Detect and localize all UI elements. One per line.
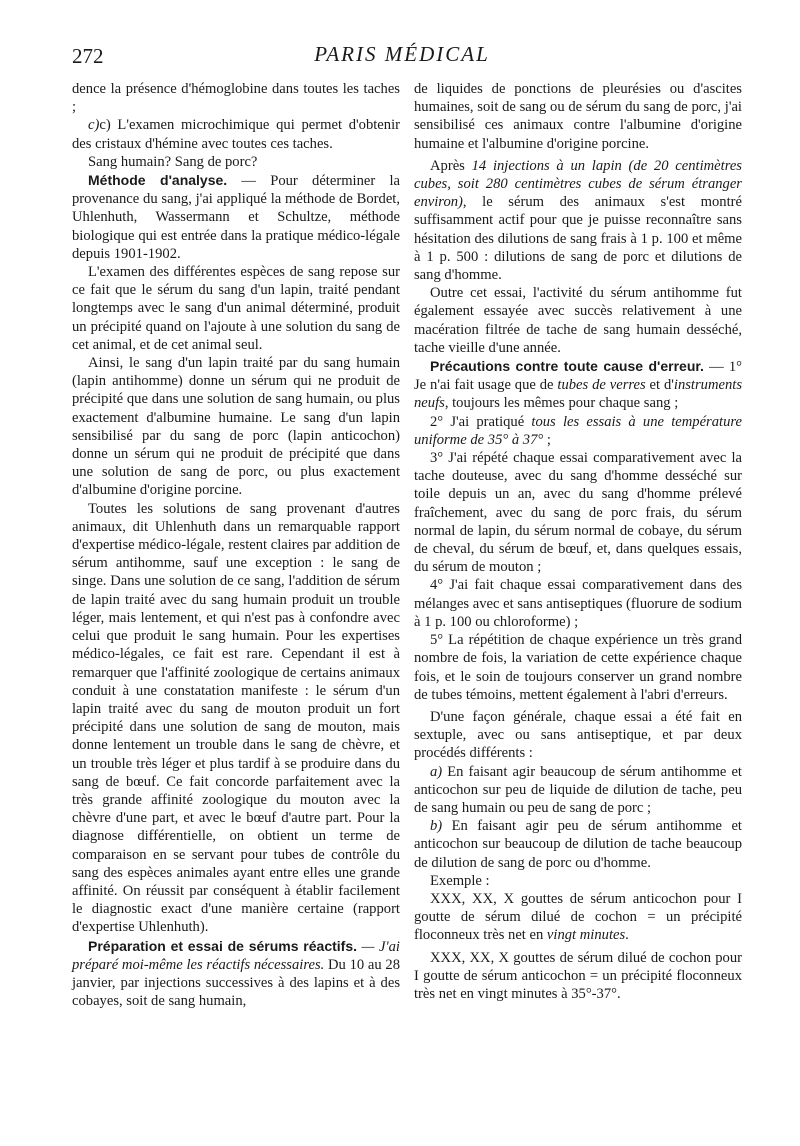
paragraph: Exemple :: [430, 872, 490, 889]
paragraph-text: ;: [543, 431, 551, 448]
section-heading: Méthode d'analyse.: [88, 172, 228, 189]
paragraph: 5° La répétition de chaque expérience un très grand nombre de fois, la variation de cette expérience chaque fois, et le soin de toujours conserver un grand nombre de tubes témoins, mettent également à l'abri d'erreurs.: [414, 632, 742, 703]
running-title: PARIS MÉDICAL: [314, 42, 490, 66]
list-label: b): [430, 818, 443, 835]
paragraph: Ainsi, le sang d'un lapin traité par du sang humain (lapin antihomme) donne un sérum qui ne produit de précipité que dans une solution de sang humain, ou plus exactement d'albumine humaine. Le sang d'un lapin sensibilisé par du sang de porc (lapin anticochon) donne un sérum qui ne produit de précipité que dans une solution de sang de porc, ou plus exactement d'albumine d'origine porcine.: [72, 355, 400, 499]
paragraph: [414, 817, 742, 872]
paragraph: dence la présence d'hémoglobine dans toutes les taches ;: [72, 81, 400, 116]
paragraph: [414, 157, 742, 284]
paragraph: L'examen des différentes espèces de sang repose sur ce fait que le sérum du sang d'un lapin, traité pendant longtemps avec le sang d'un animal déterminé, produit un précipité quand on l'ajoute à une solution du sang de cet animal, et de cet animal seul.: [72, 264, 400, 353]
paragraph-text: En faisant agir beaucoup de sérum antihomme et anticochon sur peu de liquide de dilution de tache, peu de sang humain ou peu de sang de porc ;: [414, 763, 742, 816]
paragraph-text: , le sérum des animaux s'est montré suffisamment actif pour que je puisse reconnaître sans hésitation des dilutions de sang frais à 1 p. 100 et même à 1 p. 500 : dilutions de sang de porc et dilutions de sang d'homme.: [414, 194, 742, 284]
paragraph-italic: — J'ai préparé moi-même les réactifs nécessaires.: [72, 938, 400, 973]
paragraph-text: Après: [430, 157, 472, 174]
left-column: [72, 80, 400, 1010]
section-heading: Préparation et essai de sérums réactifs.: [88, 937, 357, 954]
paragraph: [72, 116, 400, 152]
paragraph: [414, 413, 742, 449]
page-number: 272: [72, 44, 104, 68]
paragraph: D'une façon générale, chaque essai a été fait en sextuple, avec ou sans antiseptique, et par deux procédés différents :: [414, 708, 742, 762]
paragraph-text: En faisant agir peu de sérum antihomme et anticochon sur beaucoup de dilution de tache beaucoup de dilution de sang de porc ou d'homme.: [414, 818, 742, 871]
paragraph-italic: vingt minutes: [546, 927, 626, 944]
list-label: c): [88, 117, 100, 134]
paragraph: 4° J'ai fait chaque essai comparativement dans des mélanges avec et sans antiseptiques (fluorure de sodium à 1 p. 100 ou chloroforme) ;: [414, 577, 742, 630]
paragraph-text: c) L'examen microchimique qui permet d'obtenir des cristaux d'hémine avec toutes ces taches.: [72, 117, 400, 152]
page-header: [72, 42, 732, 72]
right-column: [414, 80, 742, 1003]
paragraph-italic: tous les essais à une température uniforme de 35° à 37°: [414, 413, 742, 448]
paragraph: [72, 171, 400, 263]
paragraph: [414, 357, 742, 413]
paragraph: Sang humain? Sang de porc?: [88, 153, 258, 170]
paragraph: [72, 937, 400, 1011]
section-heading: Précautions contre toute cause d'erreur.: [430, 358, 704, 375]
paragraph-text: — Pour déterminer la provenance du sang, j'ai appliqué la méthode de Bordet, Uhlenhuth, Wassermann et Schultze, méthode biologique qui est entrée dans la pratique médico-légale depuis 1901-1902.: [72, 173, 400, 262]
paragraph-italic: tubes de verres: [557, 377, 646, 394]
paragraph: 3° J'ai répété chaque essai comparativement avec la tache douteuse, avec du sang d'homme desséché sur toile depuis un an, avec du sang d'homme prélevé fraîchement, avec du sang de porc frais, du sérum normal de lapin, du sérum normal de cobaye, du sérum de cheval, du sérum de bœuf, et, dans quelques essais, du sérum de mouton ;: [414, 450, 742, 576]
paragraph: XXX, XX, X gouttes de sérum dilué de cochon pour I goutte de sérum anticochon = un précipité floconneux très net en vingt minutes à 35°-37°.: [414, 949, 742, 1002]
paragraph-text: — 1° Je n'ai fait usage que de: [414, 359, 742, 394]
paragraph-text: XXX, XX, X gouttes de sérum anticochon pour I goutte de sérum dilué de cochon = un précipité floconneux très net en: [414, 890, 742, 944]
paragraph-text: 2° J'ai pratiqué: [430, 413, 532, 430]
paragraph-italic: instruments neufs: [414, 377, 742, 412]
paragraph-text: Du 10 au 28 janvier, par injections successives à des lapins et à des cobayes, soit de sang humain,: [72, 956, 400, 1010]
list-label: a): [430, 763, 443, 780]
paragraph: Toutes les solutions de sang provenant d'autres animaux, dit Uhlenhuth dans un remarquable rapport d'expertise médico-légale, restent claires par addition de sérum antihomme, sauf une exception : le sang de singe. Dans une solution de ce sang, l'addition de sérum de lapin traité avec du sang humain produit un trouble léger, mais lentement, et qui n'est pas à confondre avec celui que produit le sang humain. Pour les expertises médico-légales, ce fait est rare. Cependant il est à remarquer que l'affinité zoologique de certains animaux conduit à une constatation manifeste : le sérum d'un lapin traité avec du sang de mouton produit un fort précipité dans une solution de sang de mouton, mais donne lentement un trouble dans le sang de chèvre, et un trouble très léger et plus tardif à se produire dans du sang de bœuf. Ce fait concorde parfaitement avec la très grande affinité zoologique du mouton avec la chèvre d'une part, et avec le bœuf d'autre part. Pour la diagnose différentielle, on obtient un terme de comparaison en se servant pour tubes de contrôle du sang des espèces animales ayant entre elles une grande affinité. On réussit par conséquent à établir facilement le diagnostic exact d'une manière certaine (rapport d'expertise Uhlenhuth).: [72, 500, 401, 936]
paragraph-text: .: [625, 927, 629, 944]
paragraph-text: et d': [645, 377, 674, 394]
paragraph: [414, 890, 742, 945]
paragraph: [414, 763, 742, 818]
paragraph-italic: 14 injections à un lapin (de 20 centimètres cubes, soit 280 centimètres cubes de sérum étranger environ): [414, 157, 742, 211]
paragraph: Outre cet essai, l'activité du sérum antihomme fut également essayée avec succès relativement à une macération filtrée de tache de sang humain desséché, tache vieille d'une année.: [414, 285, 742, 356]
paragraph-text: , toujours les mêmes pour chaque sang ;: [444, 395, 679, 412]
paragraph: de liquides de ponctions de pleurésies ou d'ascites humaines, soit de sang ou de sérum du sang de porc, j'ai sensibilisé ces animaux contre l'albumine d'origine humaine et l'albumine d'origine porcine.: [414, 81, 742, 152]
